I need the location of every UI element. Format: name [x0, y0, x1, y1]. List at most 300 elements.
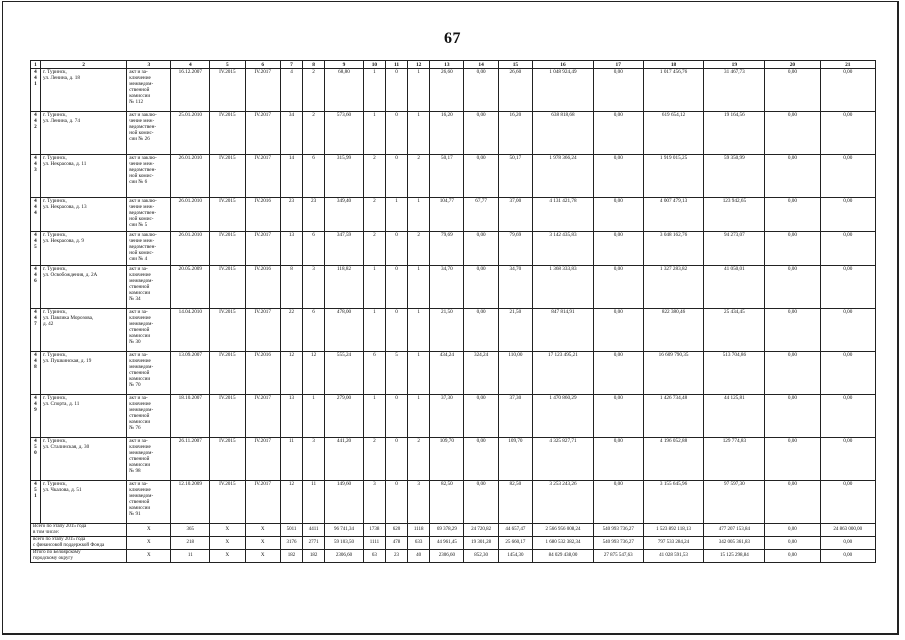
table-cell: 16,20: [430, 112, 464, 155]
table-cell: 0: [385, 155, 407, 198]
table-row: [31, 438, 876, 481]
totals-label: Всего по этапу 2015 года в том числе:: [31, 524, 127, 537]
table-cell: 0,00: [464, 438, 498, 481]
table-cell: 1: [408, 198, 430, 232]
table-cell: 22: [280, 309, 302, 352]
table-cell: 3 155 645,96: [643, 481, 704, 524]
table-cell: 1 919 015,25: [643, 155, 704, 198]
table-cell: 0: [385, 69, 407, 112]
table-cell: г. Туринск, ул. Некрасова, д. 13: [40, 198, 126, 232]
table-cell: акт и за- ключение межведом- ственной комиссии № 98: [127, 438, 171, 481]
table-cell: IV.2017: [245, 69, 280, 112]
table-cell: 1: [385, 198, 407, 232]
table-cell: 0,00: [464, 69, 498, 112]
table-cell: X: [127, 524, 171, 537]
table-cell: 0,00: [464, 481, 498, 524]
table-cell: 0,00: [464, 155, 498, 198]
table-cell: 315,99: [325, 155, 364, 198]
table-cell: IV.2017: [245, 395, 280, 438]
table-cell: 44 125,81: [704, 395, 765, 438]
table-cell: 1738: [363, 524, 385, 537]
table-cell: 25 660,17: [498, 537, 532, 550]
table-cell: 0,00: [593, 198, 643, 232]
table-cell: 19 164,56: [704, 112, 765, 155]
table-cell: 1 048 924,49: [533, 69, 594, 112]
table-cell: 0,00: [593, 395, 643, 438]
table-cell: 434,24: [430, 352, 464, 395]
table-cell: 218: [171, 537, 210, 550]
table-cell: 12: [280, 352, 302, 395]
table-cell: 11: [303, 481, 325, 524]
table-cell: 540 993 736,27: [593, 524, 643, 537]
table-cell: 4 196 052,88: [643, 438, 704, 481]
table-cell: 59 350,99: [704, 155, 765, 198]
table-cell: 3176: [280, 537, 302, 550]
column-header: 20: [765, 61, 820, 69]
column-header: 14: [464, 61, 498, 69]
table-cell: 1: [363, 112, 385, 155]
table-cell: 0,00: [593, 112, 643, 155]
table-cell: 2: [303, 112, 325, 155]
table-cell: 0,00: [765, 69, 820, 112]
table-row: [31, 481, 876, 524]
table-cell: 0,00: [593, 266, 643, 309]
table-cell: 2: [408, 438, 430, 481]
totals-row: [31, 537, 876, 550]
page-number: 67: [444, 30, 461, 47]
table-cell: 0,00: [765, 352, 820, 395]
table-cell: 324,24: [464, 352, 498, 395]
table-row: [31, 112, 876, 155]
table-cell: 5: [385, 352, 407, 395]
table-cell: 2306,60: [430, 550, 464, 563]
table-cell: 24 863 000,00: [820, 524, 875, 537]
table-cell: 1 368 333,83: [533, 266, 594, 309]
table-cell: г. Туринск, ул. Некрасова, д. 11: [40, 155, 126, 198]
table-cell: 25 434,45: [704, 309, 765, 352]
table-cell: 0,00: [464, 395, 498, 438]
table-cell: IV.2015: [210, 266, 245, 309]
table-cell: 94 273,07: [704, 232, 765, 266]
table-cell: 11: [171, 550, 210, 563]
table-cell: 26.01.2010: [171, 232, 210, 266]
table-cell: 26.01.2010: [171, 198, 210, 232]
table-cell: 847 814,91: [533, 309, 594, 352]
table-cell: 23: [303, 198, 325, 232]
table-cell: 0,00: [820, 155, 875, 198]
table-cell: 40: [408, 550, 430, 563]
table-cell: 14: [280, 155, 302, 198]
totals-label: всего по этапу 2015 года с финансовой поддержкой Фонда: [31, 537, 127, 550]
table-cell: г. Туринск, ул. Пушкинская, д. 19: [40, 352, 126, 395]
table-cell: X: [210, 524, 245, 537]
table-cell: 478: [385, 537, 407, 550]
table-cell: 34,70: [498, 266, 532, 309]
table-cell: 19 301,28: [464, 537, 498, 550]
table-cell: 0,00: [820, 395, 875, 438]
table-cell: 365: [171, 524, 210, 537]
table-cell: 822 380,46: [643, 309, 704, 352]
table-cell: 84 029 438,00: [533, 550, 594, 563]
table-cell: 18.10.2007: [171, 395, 210, 438]
table-cell: 0: [385, 438, 407, 481]
table-cell: 852,30: [464, 550, 498, 563]
table-cell: 68,80: [325, 69, 364, 112]
table-cell: 5011: [280, 524, 302, 537]
table-cell: 79,69: [430, 232, 464, 266]
table-cell: 0,00: [464, 266, 498, 309]
table-cell: 6: [303, 155, 325, 198]
table-cell: 0,00: [765, 537, 820, 550]
table-cell: 1: [363, 69, 385, 112]
table-cell: 3 048 162,76: [643, 232, 704, 266]
table-cell: 4411: [303, 524, 325, 537]
table-row: [31, 155, 876, 198]
table-cell: г. Туринск, ул. Освобождения, д. 2А: [40, 266, 126, 309]
table-cell: 2771: [303, 537, 325, 550]
table-cell: 3: [303, 266, 325, 309]
table-cell: 2: [363, 198, 385, 232]
totals-row: [31, 524, 876, 537]
column-header: 9: [325, 61, 364, 69]
table-cell: 3 142 435,83: [533, 232, 594, 266]
table-cell: 11: [280, 438, 302, 481]
table-cell: IV.2017: [245, 112, 280, 155]
table-cell: 0,00: [765, 266, 820, 309]
table-cell: 1 680 532 382,34: [533, 537, 594, 550]
table-cell: 540 993 736,27: [593, 537, 643, 550]
table-cell: IV.2017: [245, 438, 280, 481]
table-cell: 0,00: [593, 69, 643, 112]
table-cell: 444: [31, 198, 41, 232]
totals-row: [31, 550, 876, 563]
table-cell: 182: [280, 550, 302, 563]
table-cell: IV.2016: [245, 198, 280, 232]
table-cell: акт и за- ключение межведом- ственной комиссии № 76: [127, 395, 171, 438]
table-cell: 0: [385, 232, 407, 266]
table-cell: 0,00: [820, 537, 875, 550]
table-cell: 0,00: [820, 438, 875, 481]
table-cell: 67,77: [464, 198, 498, 232]
table-cell: IV.2017: [245, 309, 280, 352]
table-cell: 109,70: [430, 438, 464, 481]
table-cell: 12: [280, 481, 302, 524]
table-cell: IV.2015: [210, 198, 245, 232]
table-cell: 12.10.2009: [171, 481, 210, 524]
table-cell: 573,60: [325, 112, 364, 155]
table-cell: 1: [408, 395, 430, 438]
table-cell: IV.2015: [210, 352, 245, 395]
table-cell: 37,00: [498, 198, 532, 232]
table-cell: 342 005 361,83: [704, 537, 765, 550]
table-cell: 0,00: [593, 232, 643, 266]
table-cell: 0,00: [820, 266, 875, 309]
table-row: [31, 395, 876, 438]
table-cell: 0,00: [820, 232, 875, 266]
table-cell: 6: [363, 352, 385, 395]
table-cell: 477 207 153,84: [704, 524, 765, 537]
table-cell: 1454,30: [498, 550, 532, 563]
column-header: 15: [498, 61, 532, 69]
table-cell: X: [245, 524, 280, 537]
column-header: 13: [430, 61, 464, 69]
table-cell: 1: [408, 309, 430, 352]
table-cell: акт и за- ключение межведом- ственной комиссии № 34: [127, 266, 171, 309]
table-cell: акт и заклю- чение меж- ведомствен- ной комис- сии № 6: [127, 155, 171, 198]
table-cell: 0,00: [765, 198, 820, 232]
table-cell: X: [210, 550, 245, 563]
table-cell: 0: [385, 309, 407, 352]
table-cell: 6: [303, 309, 325, 352]
table-cell: 59 103,50: [325, 537, 364, 550]
table-cell: 0,00: [593, 155, 643, 198]
table-cell: 23: [385, 550, 407, 563]
table-cell: 1: [408, 266, 430, 309]
table-cell: 619 654,12: [643, 112, 704, 155]
table-cell: X: [127, 537, 171, 550]
table-cell: IV.2016: [245, 266, 280, 309]
table-cell: 0,00: [765, 550, 820, 563]
table-cell: 1: [303, 395, 325, 438]
table-cell: 13: [280, 232, 302, 266]
table-cell: 26.01.2010: [171, 155, 210, 198]
column-header: 1: [31, 61, 41, 69]
table-cell: X: [245, 537, 280, 550]
table-cell: IV.2017: [245, 481, 280, 524]
header-row: [31, 61, 876, 69]
table-cell: X: [127, 550, 171, 563]
table-cell: 2: [408, 155, 430, 198]
table-cell: IV.2015: [210, 481, 245, 524]
table-cell: 441,20: [325, 438, 364, 481]
table-cell: 0,00: [820, 69, 875, 112]
table-cell: 0: [385, 395, 407, 438]
table-cell: 446: [31, 266, 41, 309]
table-cell: 1 327 283,82: [643, 266, 704, 309]
table-cell: 0,00: [820, 309, 875, 352]
table-cell: 279,00: [325, 395, 364, 438]
table-cell: 513 704,86: [704, 352, 765, 395]
table-cell: 16 609 790,35: [643, 352, 704, 395]
table-cell: 447: [31, 309, 41, 352]
table-cell: 129 774,83: [704, 438, 765, 481]
table-cell: 27 875 547,63: [593, 550, 643, 563]
table-cell: 2: [363, 155, 385, 198]
table-cell: 118,82: [325, 266, 364, 309]
column-header: 12: [408, 61, 430, 69]
table-cell: 1: [363, 395, 385, 438]
table-cell: 449: [31, 395, 41, 438]
table-cell: 182: [303, 550, 325, 563]
totals-label: Итого по Белоярскому городскому округу: [31, 550, 127, 563]
table-cell: 1111: [363, 537, 385, 550]
table-cell: 620: [385, 524, 407, 537]
table-cell: 448: [31, 352, 41, 395]
table-cell: г. Туринск, ул. Некрасова, д. 9: [40, 232, 126, 266]
table-cell: 17 123 495,21: [533, 352, 594, 395]
column-header: 4: [171, 61, 210, 69]
table-cell: 96 741,34: [325, 524, 364, 537]
table-cell: г. Туринск, ул. Спорта, д. 11: [40, 395, 126, 438]
table-row: [31, 352, 876, 395]
table-cell: 0,00: [765, 524, 820, 537]
table-cell: 34,70: [430, 266, 464, 309]
table-cell: X: [210, 537, 245, 550]
table-cell: 37,30: [498, 395, 532, 438]
table-cell: 450: [31, 438, 41, 481]
table-cell: г. Туринск, ул. Чкалова, д. 51: [40, 481, 126, 524]
table-cell: 26,60: [430, 69, 464, 112]
table-cell: 109,70: [498, 438, 532, 481]
table-cell: 34: [280, 112, 302, 155]
table-row: [31, 266, 876, 309]
housing-register-table: [30, 60, 876, 563]
table-cell: 1: [363, 266, 385, 309]
table-cell: IV.2017: [245, 232, 280, 266]
table-cell: IV.2015: [210, 309, 245, 352]
table-cell: X: [245, 550, 280, 563]
table-cell: 25.01.2010: [171, 112, 210, 155]
table-cell: 149,60: [325, 481, 364, 524]
table-cell: акт и за- ключение межведом- ственной комиссии № 91: [127, 481, 171, 524]
table-cell: 0,00: [765, 155, 820, 198]
table-cell: 0,00: [464, 232, 498, 266]
table-cell: 3: [408, 481, 430, 524]
table-cell: 24 720,82: [464, 524, 498, 537]
table-cell: 37,30: [430, 395, 464, 438]
table-cell: г. Туринск, ул. Ленина, д. 74: [40, 112, 126, 155]
table-cell: 2: [408, 232, 430, 266]
table-cell: 1118: [408, 524, 430, 537]
table-cell: IV.2015: [210, 395, 245, 438]
column-header: 2: [40, 61, 126, 69]
table-cell: 0,00: [765, 481, 820, 524]
column-header: 6: [245, 61, 280, 69]
table-cell: 0,00: [593, 438, 643, 481]
table-cell: г. Туринск, ул. Павлика Морозова, д. 42: [40, 309, 126, 352]
table-cell: 14.04.2010: [171, 309, 210, 352]
table-cell: 8: [280, 266, 302, 309]
table-cell: 104,77: [430, 198, 464, 232]
table-row: [31, 198, 876, 232]
table-cell: 4 007 479,13: [643, 198, 704, 232]
table-cell: 0,00: [593, 309, 643, 352]
table-cell: 3: [363, 481, 385, 524]
column-header: 18: [643, 61, 704, 69]
table-cell: 0: [385, 112, 407, 155]
table-cell: 123 942,65: [704, 198, 765, 232]
table-cell: IV.2015: [210, 69, 245, 112]
table-cell: 3 253 243,26: [533, 481, 594, 524]
table-cell: 1: [408, 352, 430, 395]
table-cell: 0,00: [765, 438, 820, 481]
column-header: 19: [704, 61, 765, 69]
table-cell: IV.2017: [245, 155, 280, 198]
table-cell: 41 028 591,53: [643, 550, 704, 563]
table-cell: 50,17: [430, 155, 464, 198]
table-cell: 63: [363, 550, 385, 563]
table-cell: 478,00: [325, 309, 364, 352]
table-cell: 79,69: [498, 232, 532, 266]
table-cell: 0,00: [464, 112, 498, 155]
table-cell: 1: [363, 309, 385, 352]
table-cell: 31 467,73: [704, 69, 765, 112]
table-cell: 13: [280, 395, 302, 438]
table-cell: 0,00: [820, 112, 875, 155]
table-cell: 441: [31, 69, 41, 112]
column-header: 3: [127, 61, 171, 69]
table-cell: 44 961,45: [430, 537, 464, 550]
table-cell: 13.09.2007: [171, 352, 210, 395]
table-cell: акт и за- ключение межведом- ственной комиссии № 112: [127, 69, 171, 112]
table-cell: г. Туринск, ул. Сталинская, д. 30: [40, 438, 126, 481]
table-cell: 23: [280, 198, 302, 232]
table-cell: 451: [31, 481, 41, 524]
table-cell: 6: [303, 232, 325, 266]
table-cell: 4: [280, 69, 302, 112]
table-cell: 15 125 298,84: [704, 550, 765, 563]
table-cell: 633: [408, 537, 430, 550]
table-cell: 0,00: [593, 481, 643, 524]
table-cell: 2: [363, 232, 385, 266]
table-cell: 0,00: [765, 232, 820, 266]
table-cell: 26,60: [498, 69, 532, 112]
table-cell: 0,00: [820, 198, 875, 232]
table-cell: 0,00: [464, 309, 498, 352]
table-cell: 0,00: [820, 550, 875, 563]
table-cell: 21,50: [430, 309, 464, 352]
table-cell: 0,00: [765, 395, 820, 438]
table-cell: 2306,60: [325, 550, 364, 563]
table-cell: 26.11.2007: [171, 438, 210, 481]
table-cell: 44 657,47: [498, 524, 532, 537]
table-cell: 3: [303, 438, 325, 481]
column-header: 16: [533, 61, 594, 69]
table-cell: 445: [31, 232, 41, 266]
table-cell: акт и за- ключение межведом- ственной комиссии № 70: [127, 352, 171, 395]
column-header: 5: [210, 61, 245, 69]
table-row: [31, 309, 876, 352]
table-cell: 2: [363, 438, 385, 481]
table-cell: акт и заклю- чение меж- ведомствен- ной комис- сии № 5: [127, 198, 171, 232]
table-cell: 1 470 860,29: [533, 395, 594, 438]
table-cell: 0,00: [593, 352, 643, 395]
table-cell: 555,24: [325, 352, 364, 395]
table-cell: 82,50: [430, 481, 464, 524]
column-header: 8: [303, 61, 325, 69]
table-cell: 0,00: [820, 352, 875, 395]
table-cell: акт и за- ключение межведом- ственной комиссии № 30: [127, 309, 171, 352]
table-cell: 442: [31, 112, 41, 155]
column-header: 21: [820, 61, 875, 69]
table-cell: 1 017 456,76: [643, 69, 704, 112]
table-cell: IV.2015: [210, 155, 245, 198]
table-cell: 797 533 284,24: [643, 537, 704, 550]
table-cell: 347,59: [325, 232, 364, 266]
table-cell: 443: [31, 155, 41, 198]
table-cell: 0: [385, 266, 407, 309]
table-cell: 1: [408, 112, 430, 155]
table-cell: 20.05.2009: [171, 266, 210, 309]
table-cell: 0,00: [765, 112, 820, 155]
table-cell: 0: [385, 481, 407, 524]
table-cell: 1 523 892 118,13: [643, 524, 704, 537]
table-cell: IV.2016: [245, 352, 280, 395]
table-cell: IV.2015: [210, 232, 245, 266]
table-cell: 12: [303, 352, 325, 395]
table-cell: акт и заклю- чение меж- ведомствен- ной комис- сии № 26: [127, 112, 171, 155]
table-row: [31, 232, 876, 266]
